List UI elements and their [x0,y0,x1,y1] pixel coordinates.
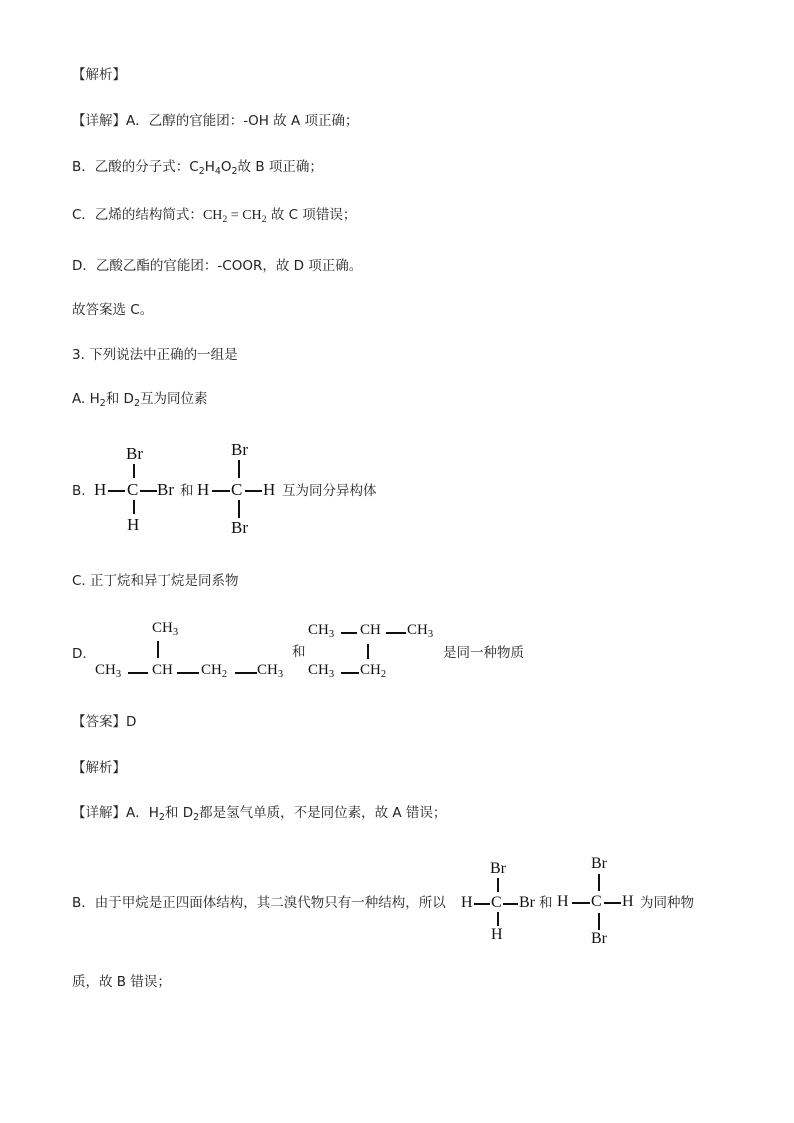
detail2-b-cont: 质，故 B 错误； [72,974,171,990]
formula-part: CH [308,622,329,638]
methyl-top-right [407,622,433,640]
conclusion: 故答案选 C。 [72,302,154,318]
option-b-post: 互为同分异构体 [282,483,377,499]
sub: 2 [380,669,387,680]
bond-horizontal [341,632,357,634]
atom-br-bottom: Br [591,930,607,947]
detail2-a-mid: 和 D [164,805,194,821]
formula-part: CH [95,662,116,678]
atom-h-left: H [461,894,473,911]
bond-horizontal [212,490,230,492]
detail-a-text: A．乙醇的官能团：-OH 故 A 项正确； [126,113,359,129]
detail-b-pre: B．乙酸的分子式：C [72,159,199,175]
option-c: C. 正丁烷和异丁烷是同系物 [72,573,239,589]
formula-part: CH [308,662,329,678]
sub: 3 [427,629,434,640]
bond-horizontal [245,490,262,492]
bond-horizontal [128,672,148,674]
question-stem: 3. 下列说法中正确的一组是 [72,347,238,363]
ethylene-formula [203,208,267,223]
option-b-and: 和 [180,483,194,499]
atom-br-right: Br [519,894,535,911]
atom-h-left: H [557,893,569,910]
detail2-line-a [72,804,446,827]
sub: 2 [231,166,238,177]
atom-h-bottom: H [127,515,140,534]
section-heading-analysis: 【解析】 [72,67,126,83]
bond-vertical [497,878,499,892]
detail-line-c [72,206,356,229]
sub: 2 [158,812,165,823]
atom-o: O [220,159,232,175]
formula-part: CH [257,662,278,678]
bond-horizontal [177,672,199,674]
bond-horizontal [503,903,518,905]
bond-horizontal [140,490,157,492]
option-a-mid: 和 D [105,391,134,407]
sub: 3 [172,627,179,638]
dibromomethane-structure-2 [197,440,287,540]
methyl-bottom [308,662,334,680]
methylene [360,662,386,680]
bond-vertical [157,641,159,658]
dibromomethane-structure-3 [461,860,551,946]
sub: 3 [328,669,335,680]
atom-h-right: H [622,893,634,910]
sub: 2 [193,812,200,823]
bond-horizontal [474,903,490,905]
methine: CH [360,622,381,638]
sub: 2 [133,398,140,409]
option-a-pre: A. H [72,391,100,407]
atom-br-right: Br [157,480,174,499]
option-a-post: 互为同位素 [139,391,208,407]
option-d-and: 和 [292,644,306,660]
sub: 2 [222,214,228,225]
atom-c: C [591,893,602,910]
atom-h-right: H [263,480,276,499]
section-heading-analysis-2: 【解析】 [72,760,126,776]
atom-h: H [204,159,215,175]
bond-vertical [367,644,369,659]
methylene [201,662,227,680]
detail-c-post: 故 C 项错误； [266,207,357,223]
detail2-b-post: 为同种物 [640,895,694,911]
detail2-a-pre: A．H [126,805,159,821]
formula-part: CH [201,662,222,678]
methyl-top [152,620,178,638]
atom-c: C [491,894,502,911]
atom-h-bottom: H [491,926,503,943]
atom-h-left: H [94,480,107,499]
detail2-b-pre: B．由于甲烷是正四面体结构，其二溴代物只有一种结构，所以 [72,895,446,911]
sub: 2 [221,669,228,680]
detail-tag: 【详解】 [72,805,126,821]
detail-line-d: D．乙酸乙酯的官能团：-COOR，故 D 项正确。 [72,258,363,274]
bond-vertical [598,874,600,891]
formula-part: CH [407,622,428,638]
bond-horizontal [604,902,621,904]
sub: 3 [328,629,335,640]
bond-vertical [497,912,499,926]
methyl-left [95,662,121,680]
sub: 3 [277,669,284,680]
bond-vertical [238,460,240,478]
butane-structure-2 [308,620,448,686]
detail-line-b [72,158,323,181]
sub: 3 [115,669,122,680]
bond-horizontal [341,672,359,674]
sub: 2 [261,214,267,225]
atom-c: C [231,480,243,499]
detail2-a-post: 都是氢气单质，不是同位素，故 A 错误； [199,805,447,821]
atom-br-top: Br [591,855,607,872]
detail2-b-and: 和 [539,895,553,911]
bond-horizontal [386,632,406,634]
atom-h-left: H [197,480,210,499]
option-d-post: 是同一种物质 [443,645,524,661]
option-d-label: D. [72,646,87,662]
bond-vertical [133,500,135,514]
option-a [72,390,207,413]
bond-horizontal [108,490,125,492]
sub: 2 [198,166,205,177]
formula-part: CH [152,620,173,636]
atom-br-top: Br [231,440,248,459]
bond-vertical [238,500,240,518]
formula-part: CH [202,208,223,223]
bond-vertical [133,464,135,478]
methyl-top-left [308,622,334,640]
methine: CH [152,662,173,678]
answer-line [72,713,136,731]
equals-sign: = [227,208,243,223]
atom-br-top: Br [490,860,506,877]
detail-line-a [72,112,359,130]
bond-horizontal [235,672,257,674]
methyl-right [257,662,283,680]
butane-structure [95,620,295,686]
bond-horizontal [572,902,590,904]
dibromomethane-structure-4 [557,855,647,951]
detail-tag: 【详解】 [72,113,126,129]
atom-br-bottom: Br [231,518,248,537]
atom-br-top: Br [126,444,143,463]
detail-c-pre: C．乙烯的结构简式： [72,207,203,223]
atom-c: C [127,480,139,499]
dibromomethane-structure-1 [94,444,184,536]
detail-b-post: 故 B 项正确； [237,159,323,175]
bond-vertical [598,913,600,930]
formula-part: CH [242,208,262,223]
sub: 4 [214,166,221,177]
sub: 2 [99,398,106,409]
answer-value: D [126,714,137,730]
option-b-label: B. [72,483,86,499]
answer-tag: 【答案】 [72,714,126,730]
formula-part: CH [360,662,381,678]
